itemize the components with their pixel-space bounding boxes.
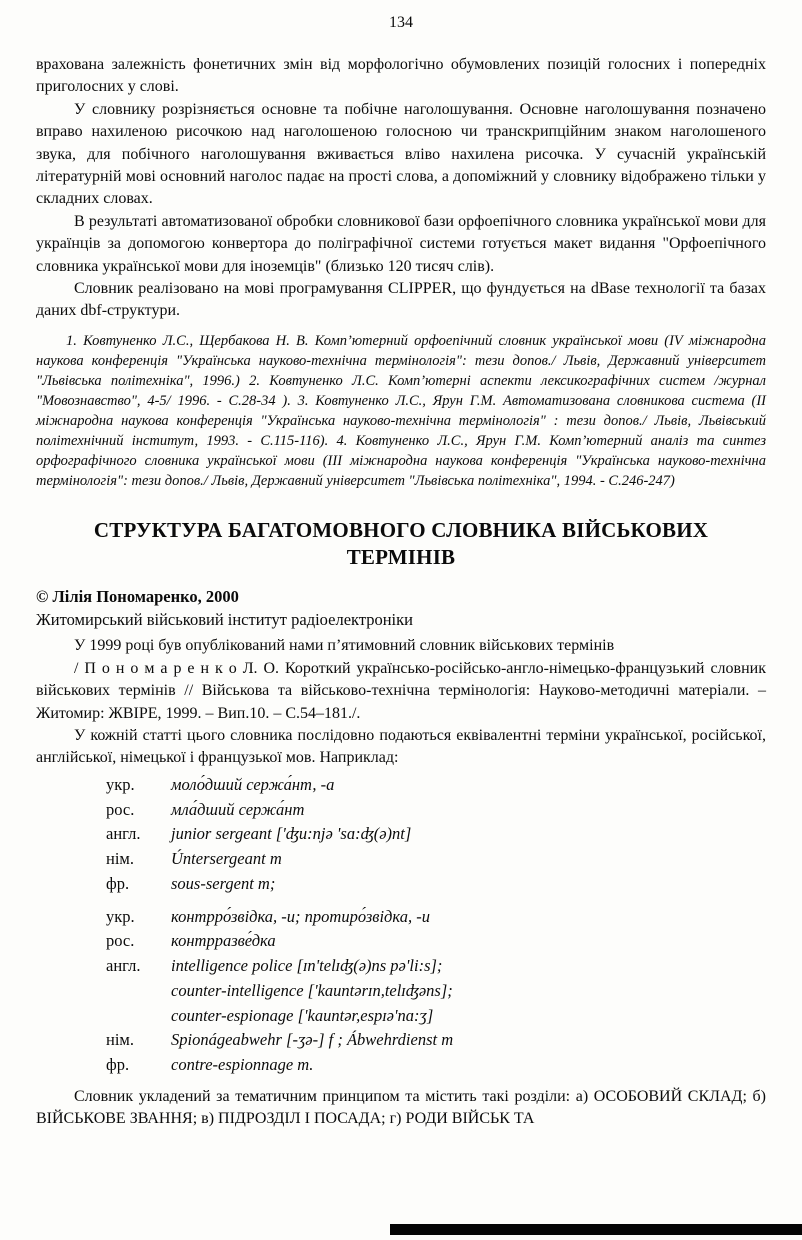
language-label: англ. — [106, 956, 141, 976]
article-title: СТРУКТУРА БАГАТОМОВНОГО СЛОВНИКА ВІЙСЬКОВИХ ТЕРМІНІВ — [93, 517, 709, 569]
language-label: фр. — [106, 1055, 130, 1075]
language-label: фр. — [106, 873, 130, 893]
term-text: contre-espionnage m. — [171, 1055, 314, 1075]
article-multilingual-military-dictionary — [36, 517, 766, 1131]
term-text: sous-sergent m; — [171, 873, 276, 893]
language-label: укр. — [106, 906, 135, 926]
dictionary-row — [106, 798, 766, 823]
previous-article-end — [36, 54, 766, 491]
citation-paragraph: / П о н о м а р е н к о Л. О. Короткий українсько-російсько-англо-німецько-французький словник військових термінів // Військова та військово-технічна термінологія: Науково-методичні матеріали. – Житомир: ЖВІРЕ, 1999. – Вип.10. – С.54–181./. — [36, 659, 766, 722]
dictionary-row — [106, 1028, 766, 1053]
dictionary-row — [106, 773, 766, 798]
dictionary-row — [106, 905, 766, 930]
language-label: укр. — [106, 774, 135, 794]
dictionary-row — [106, 847, 766, 872]
dictionary-row — [106, 954, 766, 1028]
scan-artifact — [390, 1224, 802, 1235]
dictionary-row — [106, 872, 766, 897]
term-text: мла́дший сержа́нт — [171, 799, 305, 819]
body-paragraph: У 1999 році був опублікований нами п’ятимовний словник військових термінів — [74, 637, 615, 655]
closing-paragraph: Словник укладений за тематичним принципом та містить такі розділи: а) ОСОБОВИЙ СКЛАД; б) ВІЙСЬКОВЕ ЗВАННЯ; в) ПІДРОЗДІЛ І ПОСАДА; г) РОДИ ВІЙСЬК ТА — [36, 1087, 766, 1128]
continued-paragraph: врахована залежність фонетичних змін від морфологічно обумовлених позицій голосних і попередніх приголосних у слові. — [36, 56, 766, 96]
body-paragraph: У кожній статті цього словника послідовно подаються еквівалентні терміни української, російської, англійської, німецької і французької мов. Наприклад: — [36, 727, 766, 767]
term-text — [171, 954, 453, 1028]
term-text: контрро́звідка, -и; протиро́звідка, -и — [171, 906, 430, 926]
dictionary-example-block-1 — [106, 773, 766, 897]
term-line: counter-intelligence ['kauntərɪn,telɪʤəns]; — [171, 980, 453, 1000]
language-label: нім. — [106, 849, 134, 869]
dictionary-example-block-2 — [106, 905, 766, 1078]
author-copyright-line: © Лілія Пономаренко, 2000 — [36, 587, 239, 607]
page-number: 134 — [389, 14, 413, 31]
term-text: junior sergeant ['ʤu:njə 'sɑ:ʤ(ə)nt] — [171, 824, 412, 844]
term-line: intelligence police [ɪn'telɪʤ(ə)ns pə'li:s]; — [171, 956, 443, 976]
term-text: Úntersergeant m — [171, 849, 282, 869]
term-text: контрразве́дка — [171, 931, 276, 951]
dictionary-row — [106, 929, 766, 954]
dictionary-row — [106, 1053, 766, 1078]
body-paragraph: Словник реалізовано на мові програмування CLIPPER, що фундується на dBase технології та базах даних dbf-структури. — [36, 279, 766, 320]
term-text: Spionágeabwehr [-ʒə-] f ; Ábwehrdienst m — [171, 1030, 454, 1050]
references-paragraph: 1. Ковтуненко Л.С., Щербакова Н. В. Комп’ютерний орфоепічний словник української мови (IV міжнародна наукова конференція "Українська науково-технічна термінологія": тези допов./ Львів, Державний університет "Львівська політехніка", 1996.) 2. Ковтуненко Л.С. Комп’ютерні аспекти лексикографічних систем /журнал "Мовознавство", 4-5/ 1996. - С.28-34 ). 3. Ковтуненко Л.С., Ярун Г.М. Автоматизована словникова система (ІІ міжнародна наукова конференція "Українська науково-технічна термінологія" : тези допов./ Львів, Львівський політехнічний інститут, 1993. - С.115-116). 4. Ковтуненко Л.С., Ярун Г.М. Комп’ютерний аналіз та синтез орфографічного словника української мови (ІІІ міжнародна наукова конференція "Українська науково-технічна термінологія": тези допов./ Львів, Державний університет "Львівська політехніка", 1994. - С.246-247) — [36, 332, 766, 489]
language-label: рос. — [106, 799, 135, 819]
language-label: англ. — [106, 824, 141, 844]
language-label: нім. — [106, 1030, 134, 1050]
dictionary-row — [106, 822, 766, 847]
author-affiliation: Житомирський військовий інститут радіоелектроніки — [36, 610, 413, 630]
body-paragraph: В результаті автоматизованої обробки словникової бази орфоепічного словника української мови для українців за допомогою конвертора до поліграфічної системи готується макет видання "Орфоепічного словника української мови для іноземців" (близько 120 тисяч слів). — [36, 212, 766, 275]
term-text: моло́дший сержа́нт, -а — [171, 774, 335, 794]
body-paragraph: У словнику розрізняється основне та побічне наголошування. Основне наголошування позначено вправо нахиленою рисочкою над наголошеною голосною чи транскрипційним знаком наголошеного звука, для побічного наголошування вживається вліво нахилена рисочка. У сучасній українській літературній мові основний наголос падає на прості слова, а допоміжний у словнику відображено тільки у складних словах. — [36, 100, 766, 208]
term-line: counter-espionage ['kauntər,espɪə'nɑ:ʒ] — [171, 1005, 434, 1025]
language-label: рос. — [106, 931, 135, 951]
